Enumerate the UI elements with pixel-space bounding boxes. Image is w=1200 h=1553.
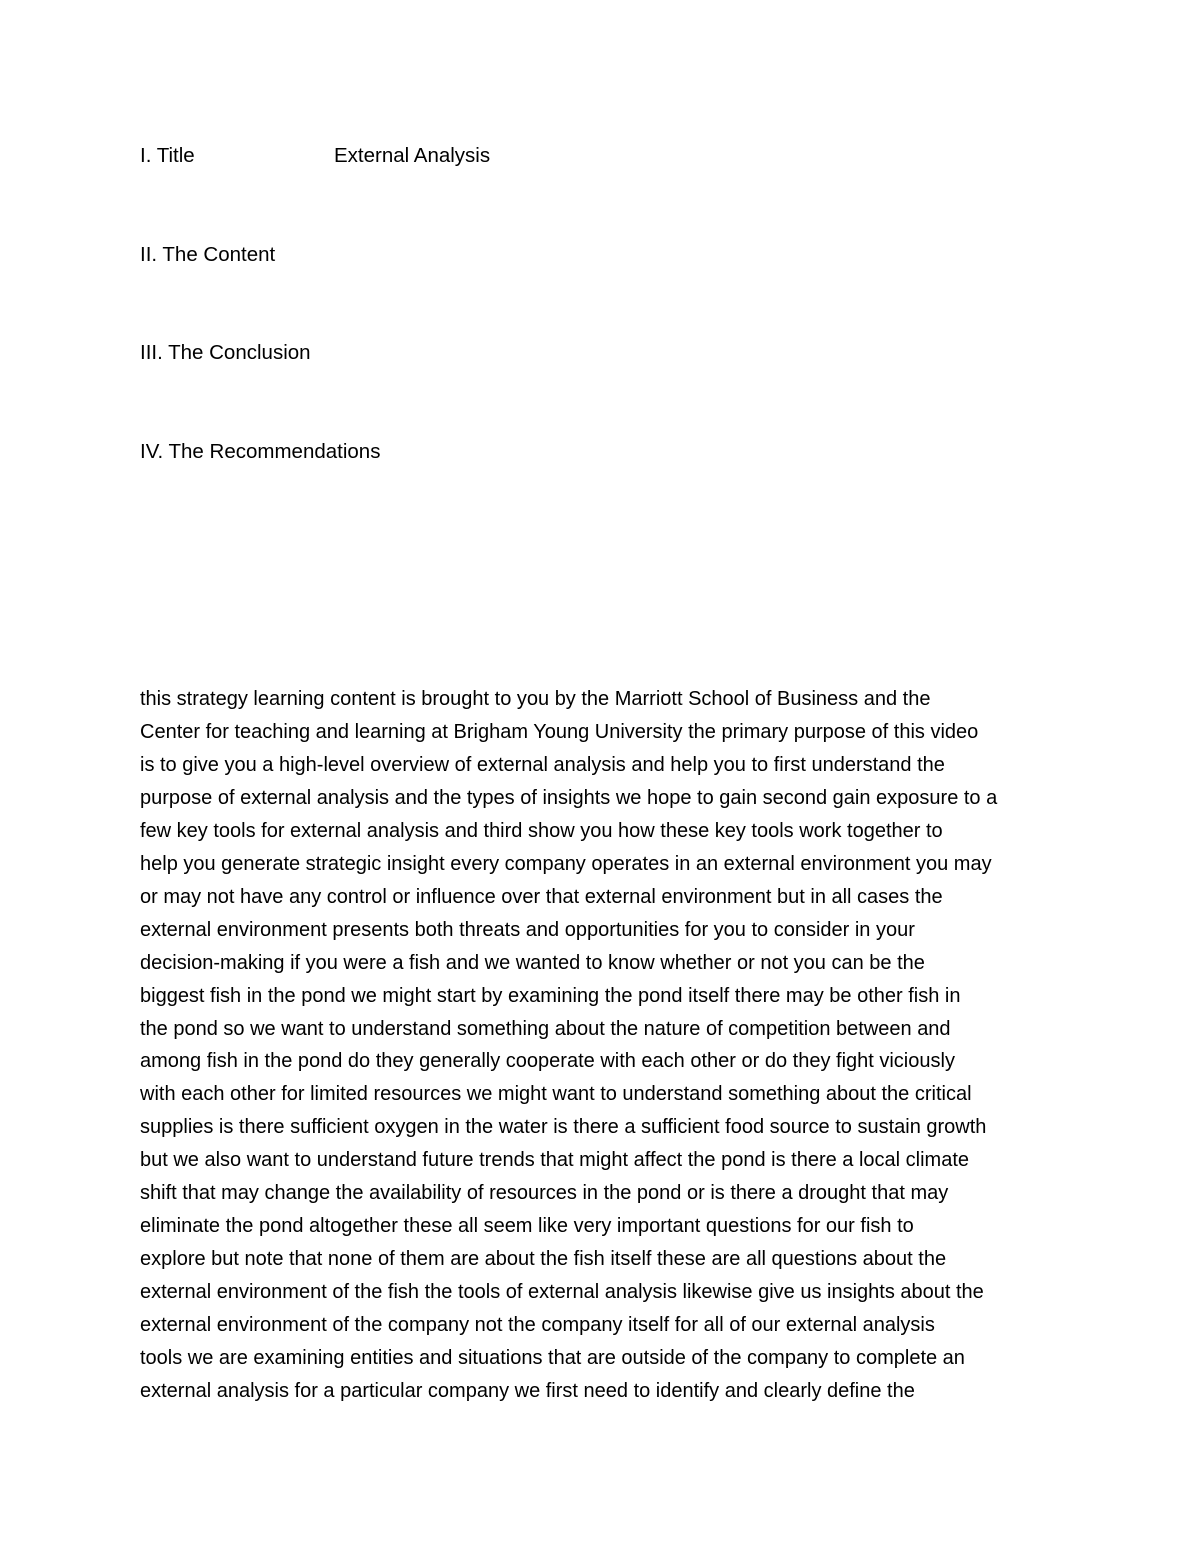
paragraph-line: purpose of external analysis and the types of insights we hope to gain second gain exposure to a	[140, 786, 998, 809]
heading-content	[140, 243, 275, 267]
heading-title	[140, 144, 491, 168]
heading-recommendations	[140, 440, 380, 464]
paragraph-line: external environment presents both threats and opportunities for you to consider in your	[140, 918, 915, 941]
paragraph-line: explore but note that none of them are about the fish itself these are all questions about the	[140, 1248, 947, 1271]
paragraph-line: the pond so we want to understand something about the nature of competition between and	[140, 1017, 951, 1040]
heading-label: III. The Conclusion	[140, 341, 311, 364]
paragraph-line: or may not have any control or influence over that external environment but in all cases the	[140, 885, 943, 908]
paragraph-line: eliminate the pond altogether these all seem like very important questions for our fish to	[140, 1215, 914, 1238]
paragraph-line: is to give you a high-level overview of external analysis and help you to first understand the	[140, 753, 945, 776]
paragraph-line: decision-making if you were a fish and we wanted to know whether or not you can be the	[140, 951, 925, 974]
paragraph-line: external environment of the fish the tools of external analysis likewise give us insights about the	[140, 1281, 984, 1304]
paragraph-line: external analysis for a particular company we first need to identify and clearly define the	[140, 1380, 915, 1403]
paragraph-line: external environment of the company not the company itself for all of our external analysis	[140, 1314, 935, 1337]
heading-label: II. The Content	[140, 243, 276, 266]
paragraph-line: among fish in the pond do they generally cooperate with each other or do they fight viciously	[140, 1050, 955, 1073]
paragraph-line: tools we are examining entities and situations that are outside of the company to complete an	[140, 1347, 965, 1370]
paragraph-line: with each other for limited resources we might want to understand something about the critical	[140, 1083, 972, 1106]
paragraph-line: help you generate strategic insight every company operates in an external environment you may	[140, 852, 992, 875]
heading-conclusion	[140, 341, 311, 365]
paragraph-line: supplies is there sufficient oxygen in the water is there a sufficient food source to sustain growth	[140, 1116, 987, 1139]
paragraph-line: biggest fish in the pond we might start by examining the pond itself there may be other fish in	[140, 984, 961, 1007]
heading-title-value: External Analysis	[334, 144, 491, 167]
paragraph-line: Center for teaching and learning at Brigham Young University the primary purpose of this video	[140, 720, 979, 743]
transcript-paragraph	[140, 683, 1080, 1408]
paragraph-line: shift that may change the availability of resources in the pond or is there a drought that may	[140, 1182, 949, 1205]
paragraph-line: this strategy learning content is brought to you by the Marriott School of Business and the	[140, 688, 931, 710]
heading-label: I. Title	[140, 144, 195, 167]
paragraph-line: few key tools for external analysis and third show you how these key tools work together to	[140, 819, 943, 842]
paragraph-line: but we also want to understand future trends that might affect the pond is there a local climate	[140, 1149, 970, 1172]
heading-label: IV. The Recommendations	[140, 440, 381, 463]
